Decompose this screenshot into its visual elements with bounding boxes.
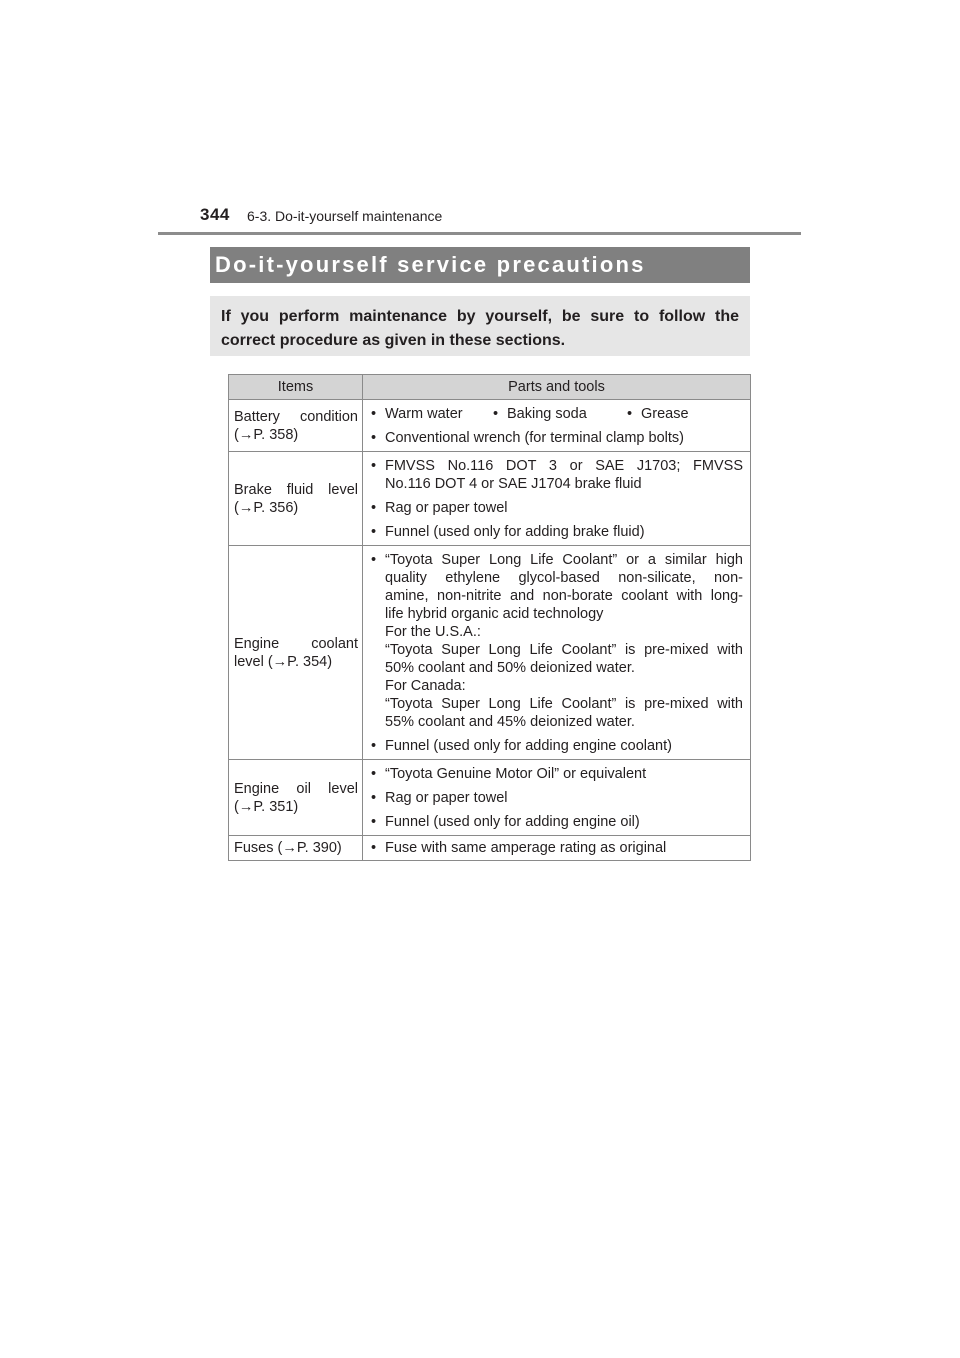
list-item (371, 499, 743, 517)
list-item (371, 523, 743, 541)
parts-table (228, 374, 751, 861)
intro-line: If you perform maintenance by yourself, be sure to follow the (221, 308, 739, 325)
table-row (229, 400, 751, 452)
item-cell (229, 836, 363, 861)
list-item-line: • Fuse with same amperage rating as original (385, 840, 667, 856)
list-item-line: 50% coolant and 50% deionized water. (385, 660, 635, 676)
list-item-line: quality ethylene glycol-based non-silicate, non- (385, 570, 743, 586)
table-row (229, 760, 751, 836)
list-item-line: No.116 DOT 4 or SAE J1704 brake fluid (385, 476, 642, 492)
parts-cell (363, 760, 751, 836)
page-title: Do-it-yourself service precautions (215, 252, 646, 277)
parts-cell (363, 546, 751, 760)
item-cell (229, 452, 363, 546)
parts-cell (363, 452, 751, 546)
item-ref: (→P. 358) (234, 426, 299, 443)
list-item (371, 551, 743, 731)
list-item (371, 839, 743, 857)
page-number: 344 (200, 205, 230, 224)
list-item-line: • Funnel (used only for adding engine coolant) (385, 738, 672, 754)
item-text: Engine oil level (234, 780, 358, 797)
table-header-row (229, 375, 751, 400)
item-ref: (→P. 351) (234, 798, 299, 815)
list-item-line: • Rag or paper towel (385, 500, 508, 516)
parts-cell (363, 836, 751, 861)
list-item (371, 765, 743, 783)
list-item (371, 737, 743, 755)
item-ref: (→P. 356) (234, 499, 299, 516)
header-items: Items (229, 375, 363, 400)
header-parts: Parts and tools (363, 375, 751, 400)
list-item (371, 429, 743, 447)
list-item-line: • Rag or paper towel (385, 790, 508, 806)
table-row (229, 452, 751, 546)
list-item-line: • Conventional wrench (for terminal clamp bolts) (385, 430, 684, 446)
list-item (371, 457, 743, 493)
list-item-line: For the U.S.A.: (385, 624, 481, 640)
list-item-line: • Funnel (used only for adding brake fluid) (385, 524, 645, 540)
list-item-line: • “Toyota Super Long Life Coolant” or a similar high (385, 552, 743, 568)
list-item-line: amine, non-nitrite and non-borate coolant with long- (385, 588, 743, 604)
list-item-line: “Toyota Super Long Life Coolant” is pre-mixed with (385, 642, 743, 658)
item-cell (229, 760, 363, 836)
intro-box (210, 296, 750, 356)
item-ref: level (→P. 354) (234, 653, 333, 670)
item-cell (229, 546, 363, 760)
title-bar (210, 247, 750, 283)
list-item-line: life hybrid organic acid technology (385, 606, 604, 622)
item-text: Fuses (→P. 390) (234, 840, 342, 856)
intro-line: correct procedure as given in these sections. (221, 332, 566, 349)
item-text: Brake fluid level (234, 481, 358, 498)
list-item-line: “Toyota Super Long Life Coolant” is pre-mixed with (385, 696, 743, 712)
item-cell (229, 400, 363, 452)
list-item: • Warm water (371, 405, 493, 423)
list-item-line: • “Toyota Genuine Motor Oil” or equivalent (385, 766, 647, 782)
section-label: 6-3. Do-it-yourself maintenance (247, 208, 443, 224)
list-item-line: • FMVSS No.116 DOT 3 or SAE J1703; FMVSS (385, 458, 743, 474)
table-row (229, 836, 751, 861)
inline-parts (371, 405, 743, 423)
header-divider (158, 232, 801, 235)
list-item (371, 789, 743, 807)
parts-cell (363, 400, 751, 452)
table-row (229, 546, 751, 760)
item-text: Engine coolant (234, 635, 358, 652)
list-item: • Grease (627, 405, 689, 423)
list-item (371, 813, 743, 831)
list-item-line: • Funnel (used only for adding engine oil) (385, 814, 640, 830)
list-item-line: For Canada: (385, 678, 466, 694)
item-text: Battery condition (234, 408, 358, 425)
list-item: • Baking soda (493, 405, 627, 423)
list-item-line: 55% coolant and 45% deionized water. (385, 714, 635, 730)
